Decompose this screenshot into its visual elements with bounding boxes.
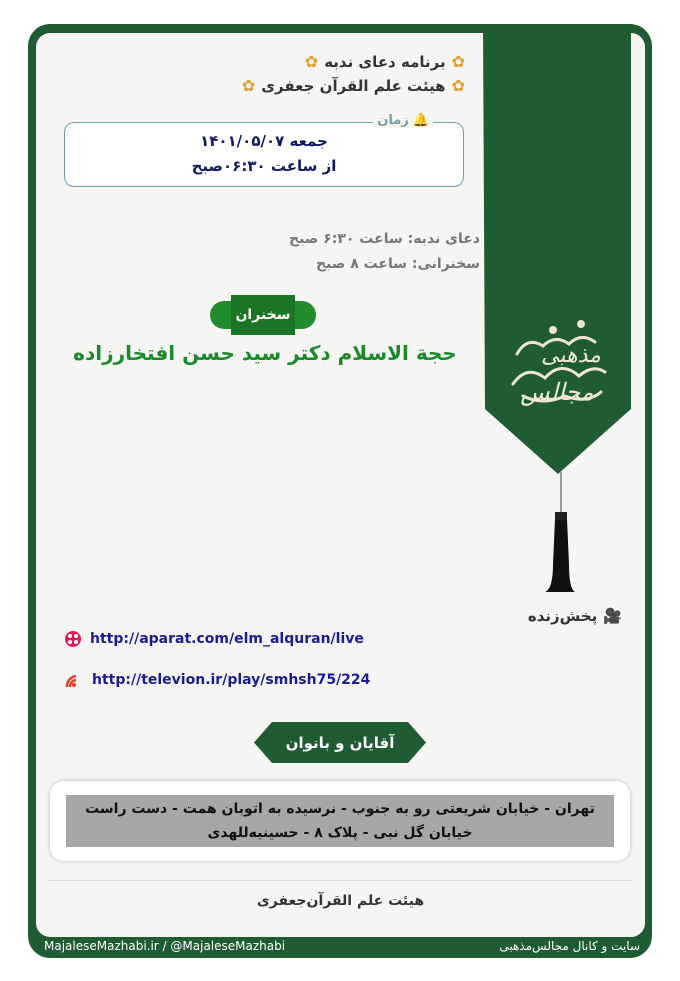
site-caption: سایت و کانال مجالس‌مذهبی xyxy=(499,939,640,953)
social-handles[interactable]: MajaleseMazhabi.ir / @MajaleseMazhabi xyxy=(44,939,286,953)
nodbeh-time: دعای ندبه: ساعت ۶:۳۰ صبح xyxy=(288,231,480,247)
speaker-name: حجة الاسلام دکتر سید حسن افتخارزاده xyxy=(73,341,457,365)
television-icon xyxy=(64,670,84,690)
address-text: تهران - خیابان شریعتی رو به جنوب - نرسیده به اتوبان همت - دست راست خیابان گل نبی - پلاک ۸ - حسینیه‌للهدی xyxy=(66,795,614,847)
program-title-text: برنامه دعای ندبه xyxy=(324,52,446,71)
time-box xyxy=(64,113,464,187)
event-hour: از ساعت ۰۶:۳۰صبح xyxy=(191,157,337,175)
television-link-row[interactable] xyxy=(64,670,370,690)
event-date: جمعه ۱۴۰۱/۰۵/۰۷ xyxy=(200,132,328,150)
flower-icon: ✿ xyxy=(451,76,465,95)
divider xyxy=(48,880,632,881)
video-camera-icon: 🎥 xyxy=(603,607,622,625)
time-label xyxy=(373,113,433,128)
live-title xyxy=(528,607,622,625)
banner-flag xyxy=(483,24,633,594)
live-title-text: پخش‌زنده xyxy=(527,607,598,625)
flower-icon: ✿ xyxy=(451,52,465,71)
logo-text-top: مذهبی xyxy=(541,343,601,368)
speech-time: سخنرانی: ساعت ۸ صبح xyxy=(315,256,480,272)
flower-icon: ✿ xyxy=(241,76,256,95)
speaker-tag-label: سخنران xyxy=(231,295,295,335)
aparat-icon xyxy=(64,630,82,648)
aparat-link-row[interactable] xyxy=(64,630,364,648)
time-label-text: زمان xyxy=(377,113,409,128)
footer-organizer: هیئت علم القرآن‌جعفری xyxy=(256,893,425,909)
address-card xyxy=(50,781,630,861)
tassel-icon xyxy=(545,519,575,592)
bell-icon: 🔔 xyxy=(412,113,429,128)
television-link[interactable]: http://televion.ir/play/smhsh75/224 xyxy=(92,672,371,688)
logo-text-bottom: مجالس xyxy=(520,378,594,406)
flower-icon: ✿ xyxy=(304,52,319,71)
audience-ribbon xyxy=(254,722,426,763)
organizer-title xyxy=(242,76,465,95)
program-title xyxy=(305,52,465,71)
audience-text: آقایان و بانوان xyxy=(285,733,395,752)
speaker-tag xyxy=(210,299,316,333)
organizer-title-text: هیئت علم القرآن جعفری xyxy=(261,76,446,95)
aparat-link[interactable]: http://aparat.com/elm_alquran/live xyxy=(90,631,364,647)
